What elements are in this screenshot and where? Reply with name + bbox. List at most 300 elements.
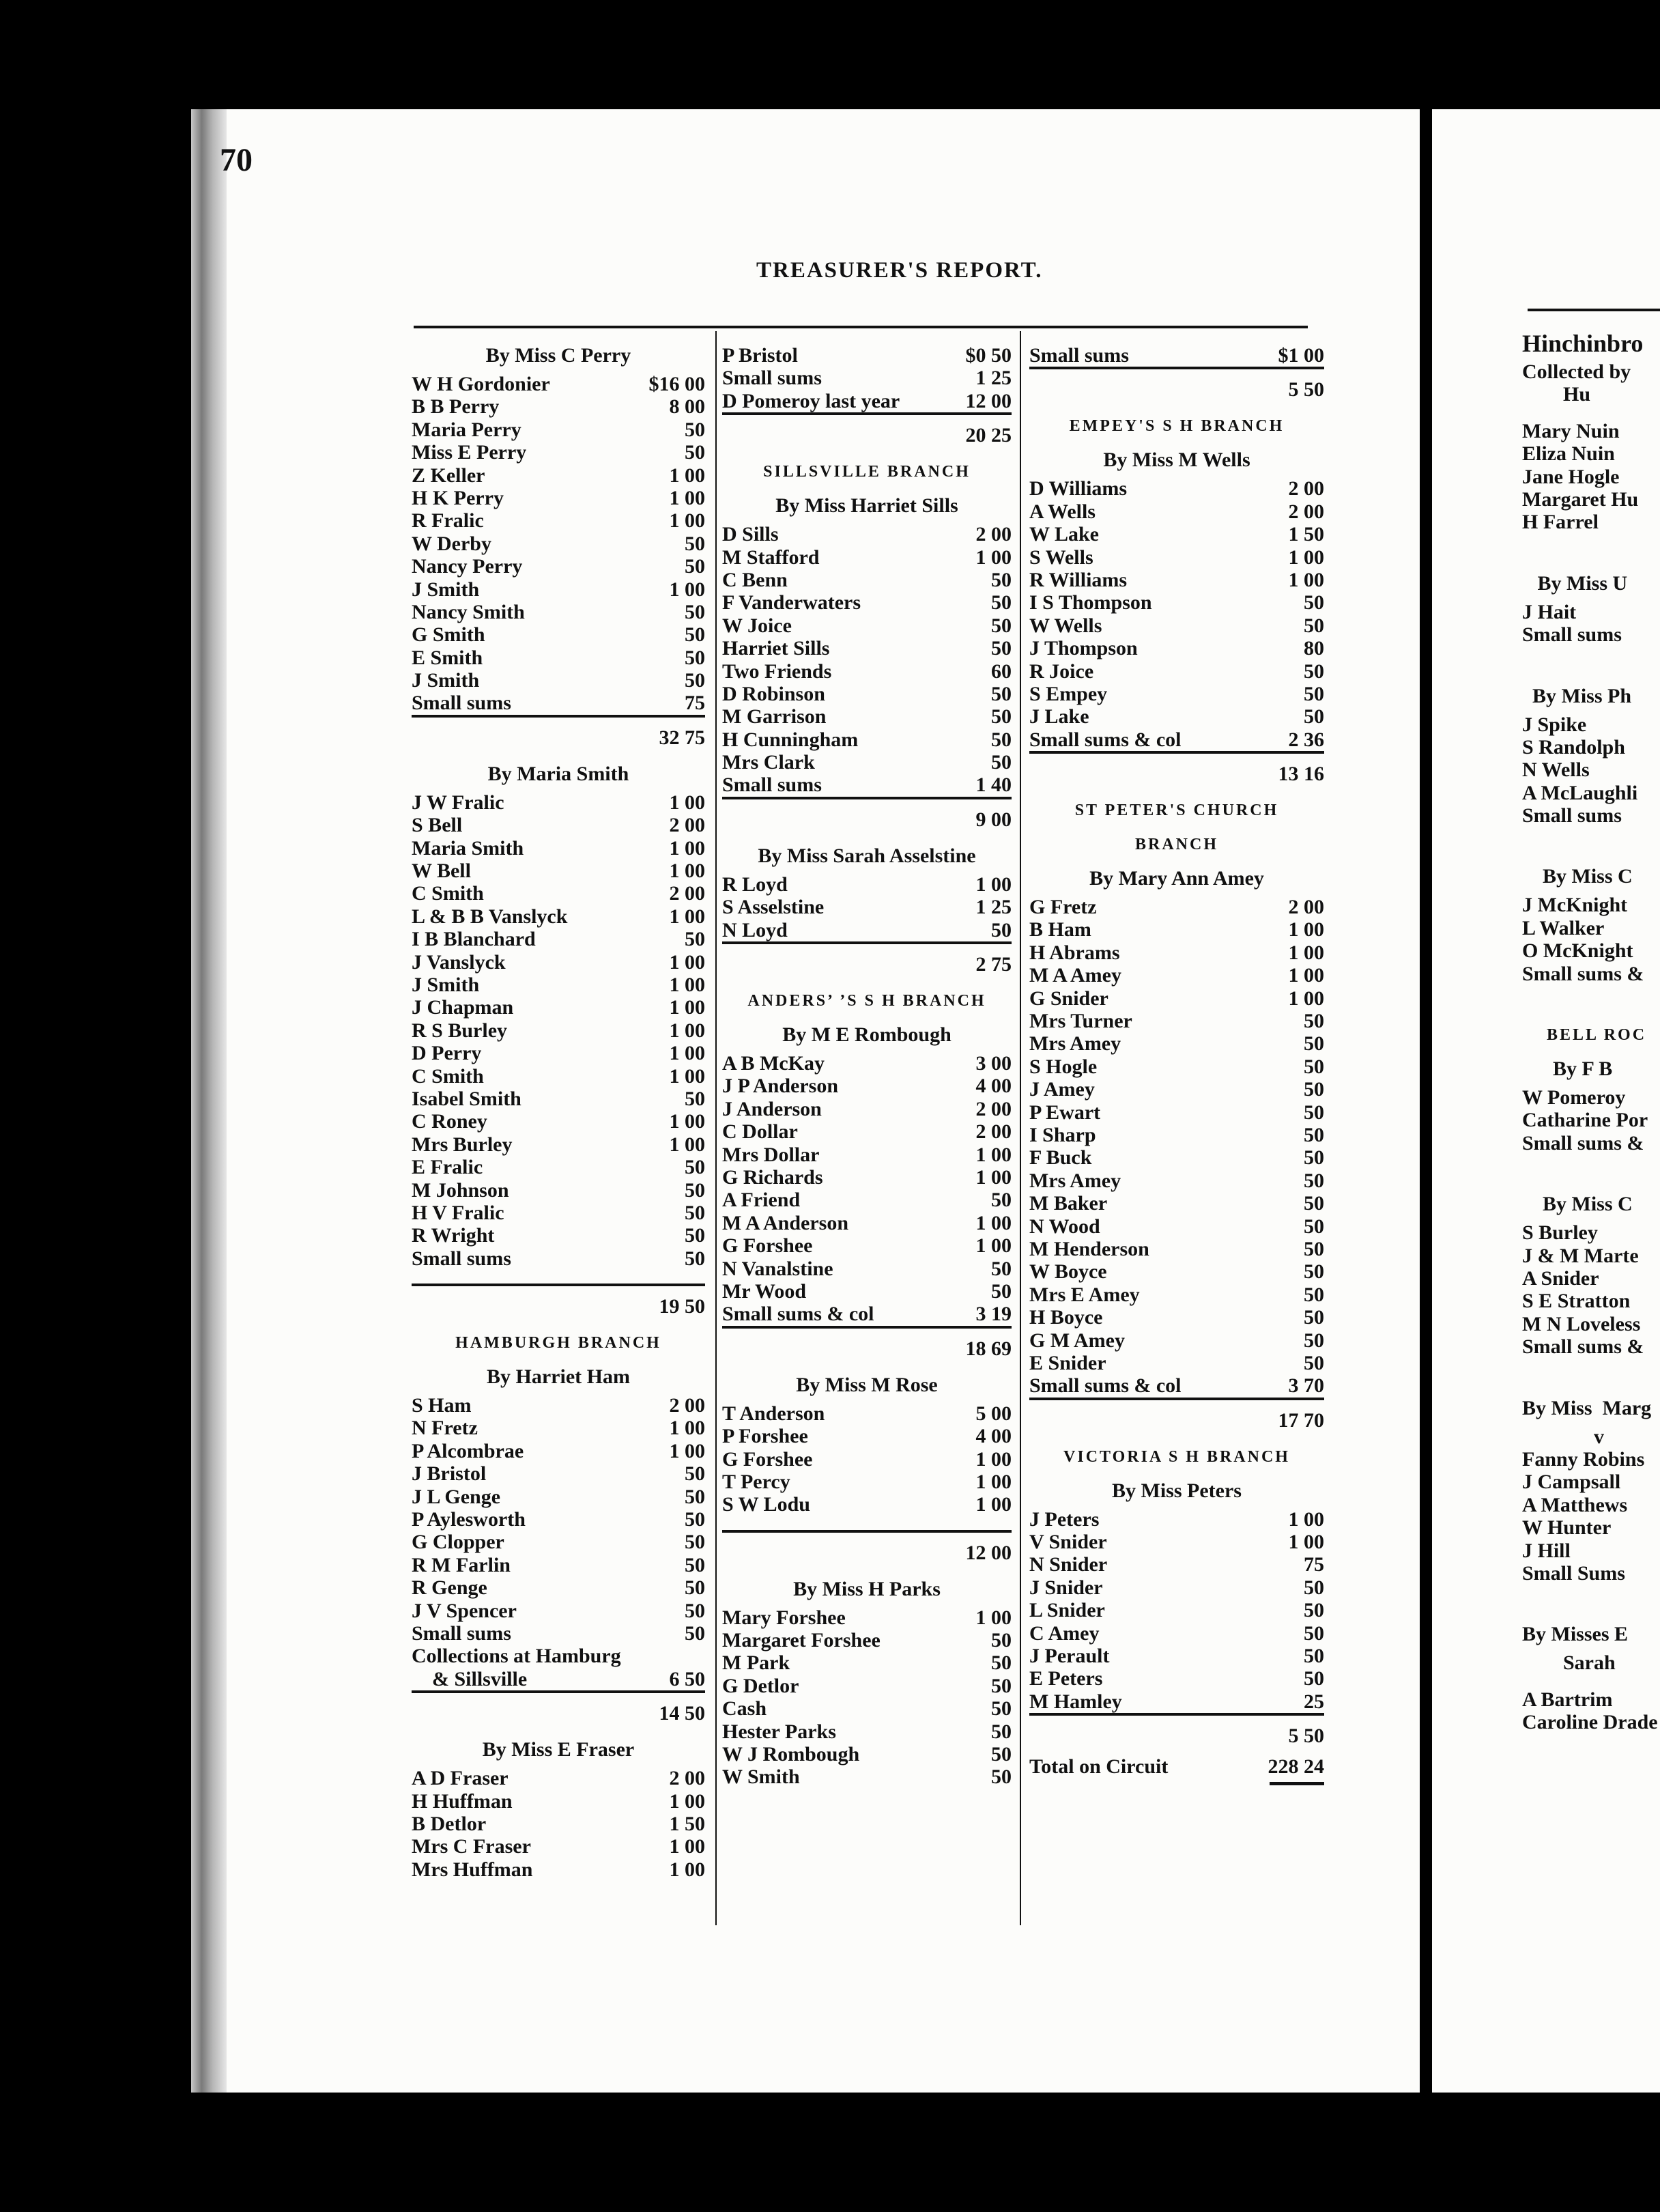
donor-name: Margaret Hu: [1522, 487, 1639, 511]
collector-heading: By Miss E Fraser: [482, 1738, 635, 1761]
subtotal-amount: 14 50: [659, 1702, 705, 1725]
donor-name: J Thompson: [1029, 637, 1138, 660]
donation-entry: [1029, 1531, 1324, 1553]
donation-amount: 1 50: [1288, 523, 1324, 546]
donor-name: S Bell: [412, 814, 463, 837]
collector-heading: By M E Rombough: [782, 1023, 951, 1047]
donation-entry: [1029, 964, 1324, 987]
donation-entry: [412, 1065, 705, 1088]
donation-entry: [722, 1425, 1012, 1447]
donor-name: W Hunter: [1522, 1516, 1612, 1540]
donation-entry: [1522, 1711, 1660, 1733]
donation-entry: [412, 419, 705, 441]
subtotal-amount: 9 00: [975, 808, 1012, 831]
donor-name: S Ham: [412, 1394, 472, 1417]
donation-entry: [412, 1600, 705, 1622]
donation-entry: [412, 951, 705, 974]
donation-entry: [722, 1144, 1012, 1166]
donation-entry: [722, 1675, 1012, 1697]
donation-amount: 50: [685, 1531, 705, 1554]
subtotal-row: [722, 797, 1012, 839]
donation-amount: 80: [1304, 637, 1324, 660]
donor-name: G Richards: [722, 1165, 823, 1189]
donation-amount: 50: [1304, 1667, 1324, 1690]
donor-name: O McKnight: [1522, 939, 1633, 963]
donor-name: Small sums: [1029, 344, 1129, 367]
spacer: [1522, 827, 1660, 860]
donation-entry: [1522, 488, 1660, 511]
end-rule: [1029, 1778, 1324, 1788]
donation-entry: [1522, 1688, 1660, 1711]
donor-name: H Farrel: [1522, 511, 1599, 534]
donation-amount: 1 00: [669, 464, 705, 487]
subtotal-row: [1029, 367, 1324, 409]
donation-entry: [1029, 918, 1324, 941]
donation-entry: [1522, 1290, 1660, 1312]
donation-entry: [1522, 466, 1660, 488]
donation-entry: [412, 791, 705, 814]
donor-name: H Cunningham: [722, 728, 859, 751]
donation-entry: [412, 882, 705, 905]
donation-amount: 50: [991, 918, 1012, 941]
donation-entry: [722, 1120, 1012, 1143]
donation-entry: [1029, 1553, 1324, 1576]
donor-name: V Snider: [1029, 1531, 1107, 1554]
donation-entry: [412, 395, 705, 418]
column-divider: [1020, 331, 1021, 1925]
donation-amount: 228 24: [1268, 1755, 1324, 1778]
donation-entry: [722, 660, 1012, 683]
donation-amount: 50: [685, 646, 705, 669]
donation-amount: 50: [685, 1508, 705, 1531]
donor-name: T Anderson: [722, 1402, 825, 1425]
donation-amount: 60: [991, 660, 1012, 683]
donation-amount: 50: [685, 600, 705, 623]
donation-entry: [722, 344, 1012, 367]
donor-name: W J Rombough: [722, 1743, 860, 1766]
donor-name: A Bartrim: [1522, 1688, 1613, 1711]
donation-amount: 1 00: [669, 1042, 705, 1065]
donation-entry: [412, 1767, 705, 1789]
donation-entry: [722, 1258, 1012, 1280]
column-facing: [1522, 326, 1660, 1733]
donation-amount: 50: [685, 1462, 705, 1486]
donor-name: R Loyd: [722, 873, 788, 896]
donor-name: A D Fraser: [412, 1767, 509, 1790]
donation-entry: [1522, 1335, 1660, 1358]
donation-entry: [412, 1508, 705, 1531]
donor-name: v: [1522, 1425, 1604, 1448]
donation-amount: 2 00: [669, 1394, 705, 1417]
donor-name: Sarah: [1522, 1651, 1616, 1675]
book-spine: [191, 109, 227, 2093]
donation-entry: [1029, 1622, 1324, 1645]
subtotal-amount: 5 50: [1288, 1725, 1324, 1748]
donation-entry: [1522, 601, 1660, 623]
donor-name: Maria Smith: [412, 836, 524, 860]
branch-heading: BELL ROC: [1522, 1026, 1647, 1045]
donor-name: Z Keller: [412, 464, 485, 487]
donor-name: Small sums &: [1522, 962, 1644, 985]
subtotal-amount: 17 70: [1278, 1408, 1324, 1432]
donation-entry: [722, 1651, 1012, 1674]
collector-heading: By Maria Smith: [487, 762, 629, 785]
donation-entry: [1522, 917, 1660, 939]
donation-amount: 2 00: [975, 1120, 1012, 1144]
donation-entry: [1029, 1078, 1324, 1101]
donation-amount: 50: [1304, 1599, 1324, 1622]
donor-name: Small sums: [722, 367, 822, 390]
donation-amount: 1 00: [1288, 545, 1324, 569]
collector-heading: By Miss H Parks: [793, 1577, 941, 1600]
donation-amount: 50: [1304, 1645, 1324, 1668]
donation-entry: [1522, 713, 1660, 736]
donor-name: Mrs Dollar: [722, 1143, 820, 1166]
donation-amount: 50: [991, 1257, 1012, 1280]
donor-name: N Vanalstine: [722, 1257, 833, 1280]
donation-amount: 2 00: [669, 814, 705, 837]
donor-name: Hester Parks: [722, 1720, 836, 1743]
donor-name: Mary Forshee: [722, 1606, 846, 1629]
donor-name: Jane Hogle: [1522, 465, 1620, 488]
collector-heading: By Miss Marg: [1522, 1396, 1652, 1419]
donor-name: D Williams: [1029, 477, 1128, 500]
donation-entry: [1522, 1132, 1660, 1154]
donor-name: Catharine Por: [1522, 1109, 1648, 1132]
donation-entry: [1029, 614, 1324, 637]
donor-name: A B McKay: [722, 1052, 825, 1075]
donation-amount: 1 00: [975, 873, 1012, 896]
donation-amount: 50: [1304, 1306, 1324, 1329]
subtotal-amount: 18 69: [965, 1337, 1012, 1360]
donation-entry: [1522, 1651, 1660, 1674]
donor-name: Small sums & col: [1029, 1374, 1182, 1398]
collector-heading: By Miss C Perry: [485, 344, 631, 367]
donation-entry: [722, 390, 1012, 412]
donor-name: Nancy Smith: [412, 600, 525, 623]
donation-amount: 50: [1304, 1032, 1324, 1055]
donation-entry: [412, 578, 705, 601]
donation-entry: [1029, 1508, 1324, 1531]
donor-name: Miss E Perry: [412, 441, 527, 464]
donor-name: J W Fralic: [412, 791, 504, 814]
donor-name: Mrs Huffman: [412, 1858, 533, 1881]
donor-name: W Lake: [1029, 523, 1099, 546]
donor-name: L Walker: [1522, 916, 1605, 939]
donor-name: B Detlor: [412, 1812, 487, 1835]
collector-heading: By Mary Ann Amey: [1089, 867, 1264, 890]
donation-entry: [1522, 420, 1660, 442]
donor-name: Nancy Perry: [412, 555, 523, 578]
branch-heading: VICTORIA S H BRANCH: [1063, 1447, 1290, 1466]
header-rule: [414, 326, 1308, 328]
donor-name: W H Gordonier: [412, 373, 550, 395]
subtotal-row: [412, 1284, 705, 1326]
donation-entry: [722, 1606, 1012, 1629]
donation-entry: [412, 1462, 705, 1485]
donation-entry: [722, 1303, 1012, 1325]
donor-name: Small sums: [412, 1247, 511, 1270]
collector-heading: By Miss C: [1522, 865, 1633, 888]
donation-entry: [1522, 758, 1660, 781]
donation-entry: [1029, 500, 1324, 523]
donation-amount: 50: [991, 1720, 1012, 1743]
donation-entry: [722, 728, 1012, 751]
donation-entry: [1029, 1755, 1324, 1778]
donation-amount: 50: [685, 1087, 705, 1110]
donation-amount: 1 00: [1288, 987, 1324, 1010]
donation-entry: [1522, 1086, 1660, 1109]
donation-amount: 1 00: [1288, 964, 1324, 987]
donation-entry: [412, 1668, 705, 1690]
donation-entry: [1029, 660, 1324, 683]
donation-entry: [412, 373, 705, 395]
donor-name: Small sums: [412, 1621, 511, 1645]
spacer: [1522, 1359, 1660, 1391]
donation-entry: [722, 873, 1012, 896]
donation-entry: [1029, 1667, 1324, 1690]
donation-entry: [1522, 1471, 1660, 1493]
donor-name: I Sharp: [1029, 1123, 1096, 1146]
collector-heading: By Miss C: [1522, 1193, 1633, 1216]
donation-amount: 1 00: [669, 973, 705, 996]
donation-entry: [412, 623, 705, 646]
donor-name: J Smith: [412, 578, 480, 601]
donation-entry: [1029, 728, 1324, 751]
donation-entry: [1029, 1284, 1324, 1306]
donation-entry: [1029, 344, 1324, 367]
donor-name: M Johnson: [412, 1178, 509, 1202]
donation-amount: 50: [991, 591, 1012, 614]
donor-name: M N Loveless: [1522, 1312, 1641, 1335]
donor-name: B Ham: [1029, 918, 1091, 941]
donation-entry: [1522, 1245, 1660, 1267]
donor-name: Small sums: [1522, 623, 1622, 647]
donor-name: Two Friends: [722, 660, 832, 683]
donor-name: G Clopper: [412, 1531, 504, 1554]
spacer: [1522, 647, 1660, 679]
donor-name: Mrs Amey: [1029, 1032, 1121, 1055]
donation-amount: 6 50: [669, 1667, 705, 1690]
donation-entry: [1522, 804, 1660, 827]
donation-amount: 5 00: [975, 1402, 1012, 1425]
donor-name: J Spike: [1522, 713, 1587, 736]
donation-entry: [412, 441, 705, 464]
donation-entry: [1522, 736, 1660, 758]
donor-name: R Joice: [1029, 660, 1094, 683]
donor-name: Mr Wood: [722, 1279, 807, 1303]
donation-amount: 1 00: [669, 1133, 705, 1156]
donor-name: M Henderson: [1029, 1237, 1149, 1260]
spacer: [1522, 1585, 1660, 1617]
donation-amount: 3 70: [1288, 1374, 1324, 1398]
donation-amount: 2 00: [1288, 896, 1324, 919]
branch-heading: EMPEY'S S H BRANCH: [1069, 417, 1285, 436]
donation-amount: 2 36: [1288, 728, 1324, 751]
donor-name: N Wells: [1522, 758, 1590, 782]
donation-entry: [1029, 1690, 1324, 1713]
donation-entry: [1029, 705, 1324, 728]
donation-entry: [722, 1720, 1012, 1743]
donor-name: J Lake: [1029, 705, 1089, 728]
donation-entry: [1522, 360, 1660, 383]
donor-name: Small sums: [1522, 804, 1622, 827]
donation-entry: [1029, 987, 1324, 1010]
donation-amount: 50: [685, 1224, 705, 1247]
donation-entry: [412, 692, 705, 714]
donation-amount: 50: [991, 1674, 1012, 1697]
donation-amount: 50: [1304, 1078, 1324, 1101]
donor-name: H V Fralic: [412, 1201, 504, 1224]
collector-heading: By Misses E: [1522, 1623, 1629, 1646]
donor-name: & Sillsville: [412, 1667, 528, 1690]
donor-name: S W Lodu: [722, 1493, 810, 1516]
donation-amount: 4 00: [975, 1425, 1012, 1448]
donation-amount: 50: [991, 1189, 1012, 1212]
donor-name: A Matthews: [1522, 1493, 1628, 1516]
donor-name: S Wells: [1029, 545, 1093, 569]
donor-name: B B Perry: [412, 395, 500, 419]
donation-entry: [412, 1790, 705, 1813]
donation-entry: [412, 1247, 705, 1270]
donation-entry: [722, 1402, 1012, 1425]
donor-name: J Perault: [1029, 1645, 1110, 1668]
spacer: [1522, 1675, 1660, 1688]
donor-name: J McKnight: [1522, 894, 1628, 917]
donor-name: P Forshee: [722, 1425, 808, 1448]
donor-name: M Park: [722, 1651, 790, 1675]
donation-entry: [722, 637, 1012, 660]
subtotal-row: [1029, 1398, 1324, 1440]
donor-name: M A Anderson: [722, 1211, 849, 1234]
donor-name: I B Blanchard: [412, 928, 536, 951]
collector-heading: By Miss Peters: [1112, 1479, 1242, 1502]
donor-name: M Hamley: [1029, 1690, 1122, 1713]
donation-amount: 75: [1304, 1553, 1324, 1576]
collector-heading: By Miss U: [1522, 571, 1628, 595]
donation-entry: [412, 860, 705, 882]
donation-amount: 50: [685, 928, 705, 951]
donor-name: D Pomeroy last year: [722, 389, 900, 412]
donation-amount: 1 00: [975, 545, 1012, 569]
donor-name: M Garrison: [722, 705, 827, 728]
donor-name: J Hait: [1522, 600, 1577, 623]
donation-entry: [722, 614, 1012, 637]
donation-amount: 50: [685, 1621, 705, 1645]
donor-name: Harriet Sills: [722, 637, 830, 660]
donation-amount: 50: [685, 669, 705, 692]
donor-name: E Fralic: [412, 1156, 483, 1179]
donation-entry: [412, 1110, 705, 1133]
donation-entry: [722, 774, 1012, 796]
branch-heading: BRANCH: [1134, 836, 1218, 854]
donor-name: M Stafford: [722, 545, 820, 569]
donor-name: S Burley: [1522, 1221, 1598, 1245]
donation-amount: 3 19: [975, 1303, 1012, 1326]
donation-entry: [722, 1166, 1012, 1189]
donor-name: A Wells: [1029, 500, 1096, 523]
subtotal-amount: 12 00: [965, 1541, 1012, 1564]
donor-name: I S Thompson: [1029, 591, 1152, 614]
donation-amount: 1 00: [669, 791, 705, 814]
spacer: [1522, 985, 1660, 1018]
donor-name: C Roney: [412, 1110, 487, 1133]
donation-amount: 1 00: [975, 1211, 1012, 1234]
donor-name: J Peters: [1029, 1507, 1100, 1531]
donation-entry: [722, 1743, 1012, 1766]
subtotal-row: [722, 1326, 1012, 1368]
donation-amount: 1 00: [1288, 918, 1324, 941]
donor-name: J Smith: [412, 669, 480, 692]
donor-name: N Loyd: [722, 918, 788, 941]
donor-name: E Snider: [1029, 1351, 1106, 1374]
donation-amount: 1 00: [975, 1493, 1012, 1516]
donation-entry: [1029, 569, 1324, 591]
donation-entry: [722, 367, 1012, 389]
donation-entry: [412, 1417, 705, 1439]
donation-amount: 1 00: [669, 1789, 705, 1813]
donation-entry: [412, 996, 705, 1019]
donation-entry: [1522, 1267, 1660, 1290]
donor-name: F Vanderwaters: [722, 591, 861, 614]
donation-amount: 1 00: [669, 1417, 705, 1440]
donation-amount: 1 00: [975, 1143, 1012, 1166]
donor-name: A Snider: [1522, 1266, 1599, 1290]
subtotal-amount: 32 75: [659, 726, 705, 749]
donor-name: P Ewart: [1029, 1101, 1101, 1124]
donation-entry: [1522, 1221, 1660, 1244]
subtotal-amount: 13 16: [1278, 763, 1324, 786]
donor-name: R Wright: [412, 1224, 495, 1247]
donation-amount: 50: [685, 1599, 705, 1622]
donor-name: W Smith: [722, 1766, 800, 1789]
donation-entry: [1029, 1352, 1324, 1374]
donor-name: R M Farlin: [412, 1553, 511, 1576]
donation-entry: [1029, 591, 1324, 614]
donation-entry: [412, 1394, 705, 1417]
donation-amount: 50: [991, 1743, 1012, 1766]
donation-entry: [1029, 546, 1324, 569]
donor-name: J P Anderson: [722, 1075, 839, 1098]
donor-name: S Hogle: [1029, 1055, 1098, 1078]
donor-name: Mary Nuin: [1522, 419, 1620, 442]
donation-amount: 50: [991, 1651, 1012, 1675]
donor-name: J Smith: [412, 973, 480, 996]
donor-name: G Smith: [412, 623, 485, 647]
donation-amount: 1 00: [975, 1470, 1012, 1493]
donation-amount: 50: [1304, 1192, 1324, 1215]
donation-entry: [1029, 1306, 1324, 1329]
donation-amount: 1 00: [669, 860, 705, 883]
donation-entry: [722, 1234, 1012, 1257]
donation-entry: [412, 1835, 705, 1858]
subtotal-amount: 20 25: [965, 424, 1012, 447]
donor-name: J Vanslyck: [412, 950, 506, 974]
donor-name: Small sums & col: [722, 1303, 874, 1326]
donation-entry: [412, 974, 705, 996]
donation-entry: [1522, 1109, 1660, 1131]
donation-amount: 1 00: [669, 1064, 705, 1088]
donation-entry: [1029, 1238, 1324, 1260]
donor-name: W Derby: [412, 532, 491, 555]
donor-name: G Snider: [1029, 987, 1108, 1010]
donor-name: S Empey: [1029, 682, 1108, 705]
donation-amount: 1 00: [1288, 941, 1324, 964]
donation-entry: [1522, 1448, 1660, 1471]
donation-entry: [1029, 1192, 1324, 1215]
donation-entry: [1029, 1124, 1324, 1146]
donor-name: J Chapman: [412, 996, 514, 1019]
